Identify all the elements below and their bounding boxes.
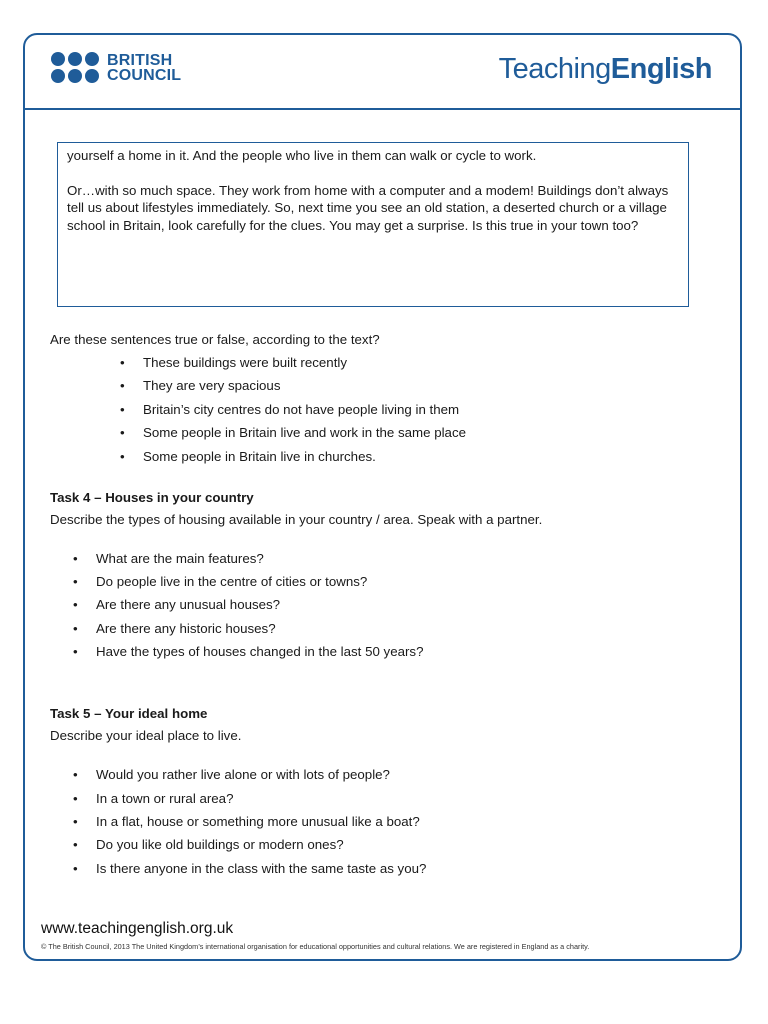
list-item: • Some people in Britain live in churches. xyxy=(120,448,376,464)
reading-text-box xyxy=(57,142,689,307)
footer-copyright: © The British Council, 2013 The United Kingdom’s international organisation for educational opportunities and cultural relations. We are registered in England as a charity. xyxy=(41,942,590,951)
list-item: • In a town or rural area? xyxy=(73,790,234,806)
list-item: • What are the main features? xyxy=(73,550,264,566)
list-item: • Britain’s city centres do not have people living in them xyxy=(120,401,460,417)
footer-url: www.teachingenglish.org.uk xyxy=(41,920,234,937)
list-item: • Do people live in the centre of cities or towns? xyxy=(73,573,368,589)
teaching-english-logo: TeachingEnglish xyxy=(498,53,712,85)
true-false-question: Are these sentences true or false, according to the text? xyxy=(50,332,380,347)
list-item: • These buildings were built recently xyxy=(120,355,347,370)
list-item: • Are there any unusual houses? xyxy=(73,597,281,613)
reading-paragraph: yourself a home in it. And the people who live in them can walk or cycle to work. xyxy=(67,148,537,163)
true-false-list xyxy=(50,354,730,465)
task5-list xyxy=(50,766,730,877)
reading-paragraph: Or…with so much space. They work from home with a computer and a modem! Buildings don’t always tell us about lifestyles immediately. So, next time you see an old station, a deserted church or a village school in Britain, look carefully for the clues. You may get a surprise. Is this true in your town too? xyxy=(67,182,669,233)
british-council-wordmark: BRITISH COUNCIL xyxy=(107,51,182,84)
list-item: • They are very spacious xyxy=(120,378,281,394)
british-council-logo xyxy=(51,52,181,83)
british-council-dots-icon xyxy=(51,52,99,83)
list-item: • Some people in Britain live and work in the same place xyxy=(120,425,466,441)
task5-title: Task 5 – Your ideal home xyxy=(50,706,208,722)
list-item: • Would you rather live alone or with lots of people? xyxy=(73,767,390,783)
list-item: • Are there any historic houses? xyxy=(73,620,276,636)
list-item: • In a flat, house or something more unusual like a boat? xyxy=(73,813,420,829)
worksheet-content xyxy=(50,331,730,883)
list-item: • Do you like old buildings or modern ones? xyxy=(73,837,344,853)
list-item: • Have the types of houses changed in the last 50 years? xyxy=(73,644,424,660)
header-divider xyxy=(23,108,742,110)
task4-list xyxy=(50,550,730,661)
task4-instruction: Describe the types of housing available in your country / area. Speak with a partner. xyxy=(50,511,543,527)
task4-title: Task 4 – Houses in your country xyxy=(50,489,254,505)
task5-instruction: Describe your ideal place to live. xyxy=(50,728,242,744)
list-item: • Is there anyone in the class with the same taste as you? xyxy=(73,860,427,876)
